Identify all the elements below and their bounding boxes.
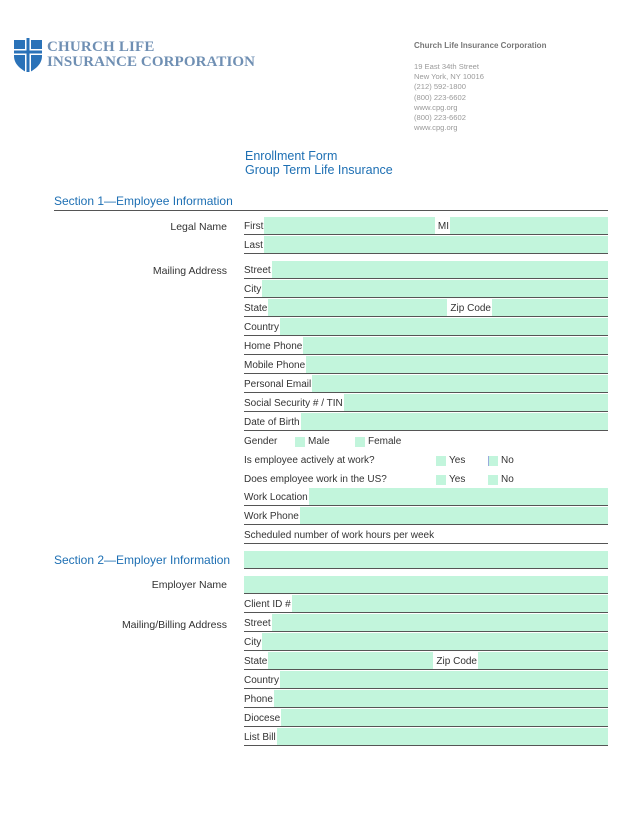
logo-line-1: CHURCH LIFE (47, 39, 155, 55)
employer-state-input[interactable] (268, 652, 433, 669)
mobile-phone-label: Mobile Phone (244, 356, 306, 373)
section-1-title: Section 1—Employee Information (54, 194, 233, 208)
state-label: State (244, 299, 268, 316)
work-location-label: Work Location (244, 488, 309, 505)
employer-name-label: Employer Name (151, 579, 227, 591)
us-yes-option[interactable] (436, 474, 465, 485)
shield-cross-icon (12, 36, 44, 74)
phone-line: (212) 592-1800 (414, 82, 466, 92)
city-row (244, 280, 608, 298)
work-location-input[interactable] (309, 488, 608, 505)
street-row (244, 261, 608, 279)
us-work-question: Does employee work in the US? (244, 474, 387, 485)
employer-country-row (244, 671, 608, 689)
active-yes-label: Yes (449, 455, 466, 466)
home-phone-label: Home Phone (244, 337, 303, 354)
list-bill-label: List Bill (244, 728, 277, 745)
zip-label: Zip Code (450, 299, 492, 316)
mobile-phone-row (244, 356, 608, 374)
employer-phone-label: Phone (244, 690, 274, 707)
employer-country-input[interactable] (280, 671, 608, 688)
list-bill-row (244, 728, 608, 746)
mailing-address-label: Mailing Address (152, 265, 227, 277)
gender-male-option[interactable] (295, 436, 330, 447)
work-phone-row (244, 507, 608, 525)
work-hours-row (244, 526, 608, 544)
legal-name-label: Legal Name (170, 221, 227, 233)
section-2-title: Section 2—Employer Information (54, 553, 231, 567)
employer-zip-label: Zip Code (436, 652, 478, 669)
mi-label: MI (438, 217, 450, 234)
active-yes-checkbox[interactable] (436, 456, 446, 466)
us-yes-checkbox[interactable] (436, 475, 446, 485)
country-input[interactable] (280, 318, 608, 335)
city-line: New York, NY 10016 (414, 72, 484, 82)
last-name-input[interactable] (264, 236, 608, 253)
section-2-header-fill (244, 551, 608, 568)
employer-city-row (244, 633, 608, 651)
form-title (245, 150, 393, 177)
personal-email-label: Personal Email (244, 375, 312, 392)
last-label: Last (244, 236, 264, 253)
gender-label: Gender (244, 436, 278, 447)
list-bill-input[interactable] (277, 728, 608, 745)
ssn-input[interactable] (344, 394, 608, 411)
country-row (244, 318, 608, 336)
employer-phone-row (244, 690, 608, 708)
employer-country-label: Country (244, 671, 280, 688)
active-work-question: Is employee actively at work? (244, 455, 375, 466)
state-zip-row (244, 299, 608, 317)
company-name: Church Life Insurance Corporation (414, 41, 547, 50)
first-label: First (244, 217, 264, 234)
mobile-phone-input[interactable] (306, 356, 608, 373)
section-1-header (54, 194, 608, 211)
mi-input[interactable] (450, 217, 608, 234)
form-title-line-1: Enrollment Form (245, 149, 338, 163)
dob-label: Date of Birth (244, 413, 301, 430)
website-line: www.cpg.org (414, 102, 458, 112)
first-mi-row (244, 217, 608, 235)
city-label: City (244, 280, 262, 297)
us-no-label: No (501, 474, 514, 485)
tollfree-line-2: (800) 223-6602 (414, 113, 466, 123)
us-yes-label: Yes (449, 474, 466, 485)
company-logo (12, 36, 255, 74)
active-work-row (244, 451, 608, 469)
tollfree-line: (800) 223-6602 (414, 92, 466, 102)
employer-phone-input[interactable] (274, 690, 608, 707)
employer-name-row (244, 576, 608, 594)
client-id-row (244, 595, 608, 613)
address-line: 19 East 34th Street (414, 62, 480, 71)
company-info (414, 41, 546, 133)
employer-name-input[interactable] (244, 576, 608, 593)
dob-row (244, 413, 608, 431)
diocese-input[interactable] (281, 709, 608, 726)
street-input[interactable] (272, 261, 608, 278)
home-phone-input[interactable] (303, 337, 608, 354)
diocese-row (244, 709, 608, 727)
male-label: Male (308, 436, 330, 447)
us-no-checkbox[interactable] (488, 475, 498, 485)
client-id-label: Client ID # (244, 595, 292, 612)
female-checkbox[interactable] (355, 437, 365, 447)
diocese-label: Diocese (244, 709, 281, 726)
personal-email-input[interactable] (312, 375, 608, 392)
us-work-row (244, 470, 608, 488)
us-no-option[interactable] (488, 474, 514, 485)
employer-city-input[interactable] (262, 633, 608, 650)
work-hours-label: Scheduled number of work hours per week (244, 526, 435, 543)
country-label: Country (244, 318, 280, 335)
female-label: Female (368, 436, 402, 447)
work-phone-label: Work Phone (244, 507, 300, 524)
male-checkbox[interactable] (295, 437, 305, 447)
gender-row (244, 432, 608, 450)
active-no-option[interactable] (488, 455, 514, 466)
work-phone-input[interactable] (300, 507, 608, 524)
employer-street-label: Street (244, 614, 272, 631)
employer-state-zip-row (244, 652, 608, 670)
employer-street-row (244, 614, 608, 632)
website-line-2: www.cpg.org (414, 123, 458, 133)
gender-female-option[interactable] (355, 436, 401, 447)
personal-email-row (244, 375, 608, 393)
street-label: Street (244, 261, 272, 278)
employer-street-input[interactable] (272, 614, 608, 631)
ssn-label: Social Security # / TIN (244, 394, 344, 411)
billing-address-label: Mailing/Billing Address (121, 619, 227, 631)
active-no-checkbox[interactable] (488, 456, 498, 466)
zip-input[interactable] (492, 299, 608, 316)
work-location-row (244, 488, 608, 506)
last-row (244, 236, 608, 254)
logo-line-2: INSURANCE CORPORATION (47, 54, 256, 70)
state-input[interactable] (268, 299, 447, 316)
form-title-line-2: Group Term Life Insurance (245, 162, 393, 177)
employer-zip-input[interactable] (478, 652, 608, 669)
ssn-row (244, 394, 608, 412)
city-input[interactable] (262, 280, 608, 297)
active-yes-option[interactable] (436, 455, 465, 466)
active-no-label: No (501, 455, 514, 466)
employer-state-label: State (244, 652, 268, 669)
first-name-input[interactable] (264, 217, 434, 234)
work-hours-input[interactable] (435, 526, 608, 543)
client-id-input[interactable] (292, 595, 608, 612)
dob-input[interactable] (301, 413, 608, 430)
home-phone-row (244, 337, 608, 355)
employer-city-label: City (244, 633, 262, 650)
section-2-top-row (244, 551, 608, 569)
